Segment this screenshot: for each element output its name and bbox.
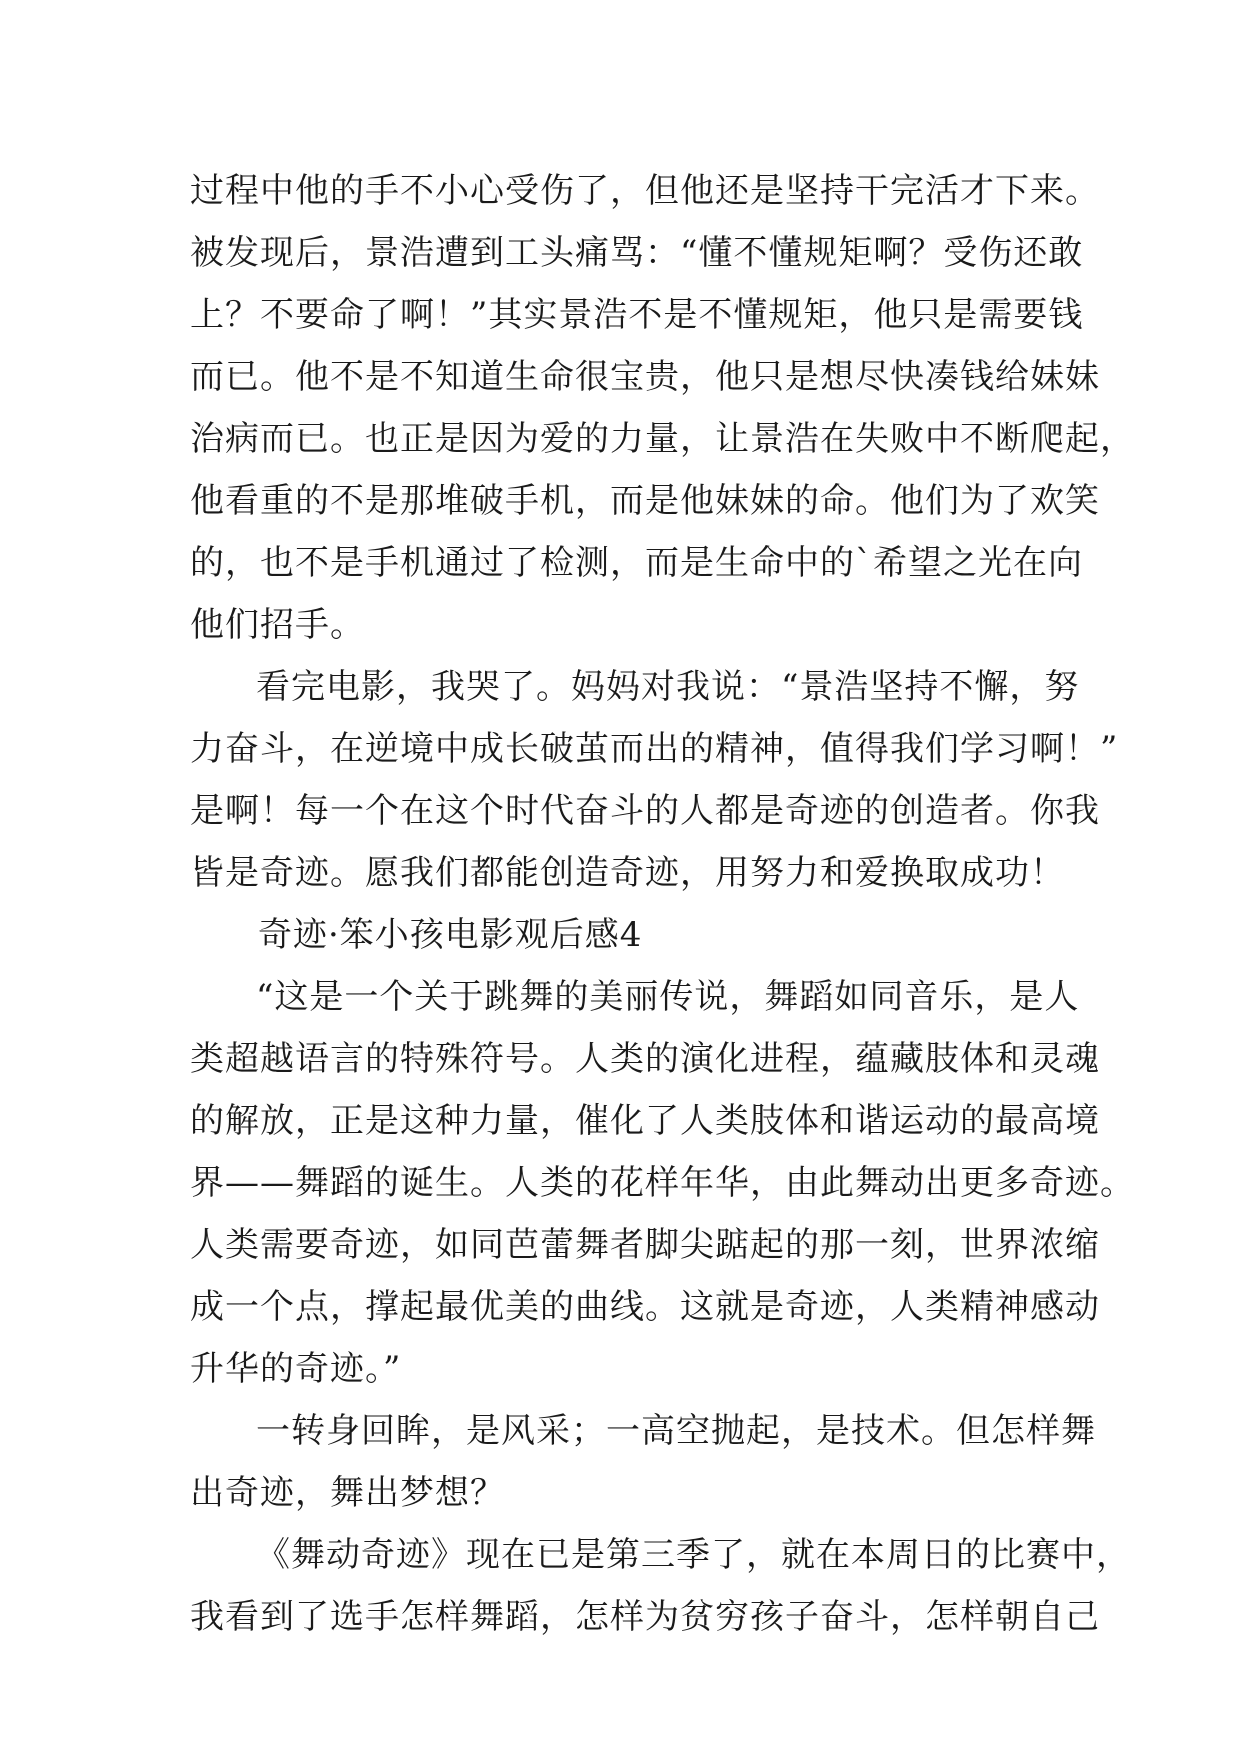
text-line: 出奇迹，舞出梦想？ xyxy=(190,1473,505,1513)
paragraph-start-line: 一转身回眸，是风采；一高空抛起，是技术。但怎样舞 xyxy=(256,1411,1096,1451)
text-line: 界——舞蹈的诞生。人类的花样年华，由此舞动出更多奇迹。 xyxy=(190,1163,1135,1203)
text-line: 力奋斗，在逆境中成长破茧而出的精神，值得我们学习啊！” xyxy=(190,729,1119,769)
text-line: 上？不要命了啊！”其实景浩不是不懂规矩，他只是需要钱 xyxy=(190,295,1084,335)
text-line: 成一个点，撑起最优美的曲线。这就是奇迹，人类精神感动 xyxy=(190,1287,1100,1327)
text-line: 皆是奇迹。愿我们都能创造奇迹，用努力和爱换取成功！ xyxy=(190,853,1065,893)
text-line: 我看到了选手怎样舞蹈，怎样为贫穷孩子奋斗，怎样朝自己 xyxy=(190,1597,1100,1637)
text-line: 他们招手。 xyxy=(190,605,365,645)
paragraph-start-line: “这是一个关于跳舞的美丽传说，舞蹈如同音乐，是人 xyxy=(256,977,1080,1017)
document-body xyxy=(190,160,1135,1648)
text-line: 升华的奇迹。” xyxy=(190,1349,402,1389)
paragraph-start-line: 《舞动奇迹》现在已是第三季了，就在本周日的比赛中， xyxy=(256,1535,1131,1575)
text-line: 过程中他的手不小心受伤了，但他还是坚持干完活才下来。 xyxy=(190,171,1100,211)
paragraph-start-line: 看完电影，我哭了。妈妈对我说：“景浩坚持不懈，努 xyxy=(256,667,1080,707)
text-line: 被发现后，景浩遭到工头痛骂：“懂不懂规矩啊？受伤还敢 xyxy=(190,233,1084,273)
text-line: 是啊！每一个在这个时代奋斗的人都是奇迹的创造者。你我 xyxy=(190,791,1100,831)
text-line: 而已。他不是不知道生命很宝贵，他只是想尽快凑钱给妹妹 xyxy=(190,357,1100,397)
text-line: 类超越语言的特殊符号。人类的演化进程，蕴藏肢体和灵魂 xyxy=(190,1039,1100,1079)
text-line: 他看重的不是那堆破手机，而是他妹妹的命。他们为了欢笑 xyxy=(190,481,1100,521)
text-line: 的解放，正是这种力量，催化了人类肢体和谐运动的最高境 xyxy=(190,1101,1100,1141)
section-heading: 奇迹·笨小孩电影观后感4 xyxy=(258,915,643,955)
text-line: 人类需要奇迹，如同芭蕾舞者脚尖踮起的那一刻，世界浓缩 xyxy=(190,1225,1100,1265)
text-line: 治病而已。也正是因为爱的力量，让景浩在失败中不断爬起， xyxy=(190,419,1135,459)
text-line: 的，也不是手机通过了检测，而是生命中的`希望之光在向 xyxy=(190,543,1083,583)
